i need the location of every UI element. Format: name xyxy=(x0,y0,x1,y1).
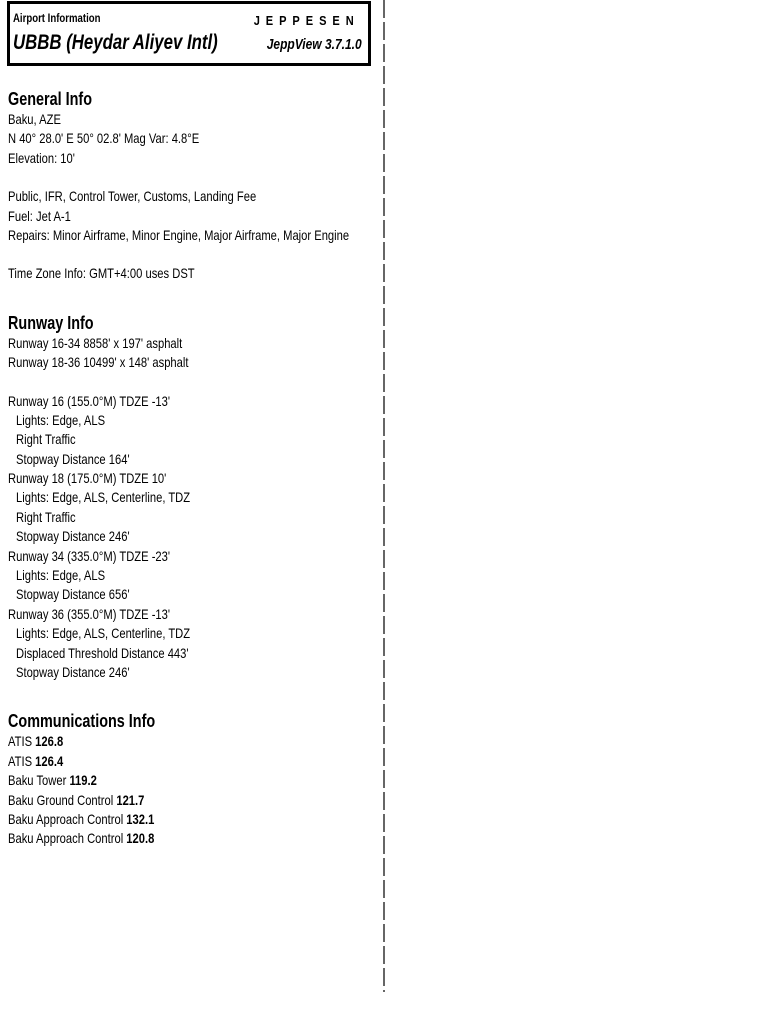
airport-title: UBBB (Heydar Aliyev Intl) xyxy=(13,31,218,54)
general-info-section xyxy=(8,88,368,110)
comm-name: Baku Tower xyxy=(8,772,67,789)
comm-name: ATIS xyxy=(8,752,33,769)
runway-16-lights: Lights: Edge, ALS xyxy=(16,411,106,428)
runway-18-traffic: Right Traffic xyxy=(16,508,76,525)
runway-18-stopway: Stopway Distance 246' xyxy=(16,528,130,545)
document-label: Airport Information xyxy=(13,11,101,25)
runway-16-heading: Runway 16 (155.0°M) TDZE -13' xyxy=(8,392,171,409)
runway-34-stopway: Stopway Distance 656' xyxy=(16,586,130,603)
runway-detail-heading xyxy=(8,469,368,488)
page-edge-rule xyxy=(382,0,386,1000)
runway-16-stopway: Stopway Distance 164' xyxy=(16,450,130,467)
runway-36-displaced-threshold: Displaced Threshold Distance 443' xyxy=(16,644,189,661)
comm-name: Baku Ground Control xyxy=(8,791,114,808)
runway-summary-text: Runway 16-34 8858' x 197' asphalt xyxy=(8,334,183,351)
comm-frequency: 120.8 xyxy=(126,830,155,847)
runway-16-traffic: Right Traffic xyxy=(16,431,76,448)
comm-entry xyxy=(8,752,368,771)
runway-detail-heading xyxy=(8,605,368,624)
runway-34-heading: Runway 34 (335.0°M) TDZE -23' xyxy=(8,547,171,564)
comm-name: Baku Approach Control xyxy=(8,810,124,827)
comm-frequency: 126.8 xyxy=(35,733,64,750)
comm-frequency: 121.7 xyxy=(116,791,145,808)
comm-entry xyxy=(8,791,368,810)
runway-18-heading: Runway 18 (175.0°M) TDZE 10' xyxy=(8,470,167,487)
runway-info-title: Runway Info xyxy=(8,312,94,333)
comm-name: Baku Approach Control xyxy=(8,830,124,847)
runway-detail-heading xyxy=(8,547,368,566)
coordinates-text: N 40° 28.0' E 50° 02.8' Mag Var: 4.8°E xyxy=(8,130,200,147)
fuel-text: Fuel: Jet A-1 xyxy=(8,207,71,224)
repairs-text: Repairs: Minor Airframe, Minor Engine, Major Airframe, Major Engine xyxy=(8,226,350,243)
runway-summary-text: Runway 18-36 10499' x 148' asphalt xyxy=(8,354,189,371)
communications-info-title: Communications Info xyxy=(8,711,156,732)
general-info-title: General Info xyxy=(8,89,93,109)
services-text: Public, IFR, Control Tower, Customs, Landing Fee xyxy=(8,188,257,205)
runway-36-stopway: Stopway Distance 246' xyxy=(16,663,130,680)
runway-detail-heading xyxy=(8,392,368,411)
airport-info-body xyxy=(8,88,368,849)
communications-info-section xyxy=(8,710,368,732)
comm-entry xyxy=(8,810,368,829)
comm-name: ATIS xyxy=(8,733,33,750)
comm-frequency: 126.4 xyxy=(35,752,64,769)
runway-summary-row xyxy=(8,353,368,372)
comm-frequency: 119.2 xyxy=(69,772,97,789)
timezone-text: Time Zone Info: GMT+4:00 uses DST xyxy=(8,265,195,282)
runway-36-heading: Runway 36 (355.0°M) TDZE -13' xyxy=(8,605,171,622)
runway-34-lights: Lights: Edge, ALS xyxy=(16,567,106,584)
comm-entry xyxy=(8,771,368,790)
elevation-text: Elevation: 10' xyxy=(8,149,75,166)
comm-entry xyxy=(8,829,368,848)
header-box xyxy=(7,1,371,66)
software-version: JeppView 3.7.1.0 xyxy=(267,36,362,53)
comm-entry xyxy=(8,732,368,751)
runway-info-section xyxy=(8,312,368,334)
location-text: Baku, AZE xyxy=(8,111,61,127)
runway-18-lights: Lights: Edge, ALS, Centerline, TDZ xyxy=(16,489,191,506)
brand-name: JEPPESEN xyxy=(254,13,360,28)
runway-36-lights: Lights: Edge, ALS, Centerline, TDZ xyxy=(16,625,191,642)
comm-frequency: 132.1 xyxy=(126,810,155,827)
runway-summary-row xyxy=(8,334,368,353)
